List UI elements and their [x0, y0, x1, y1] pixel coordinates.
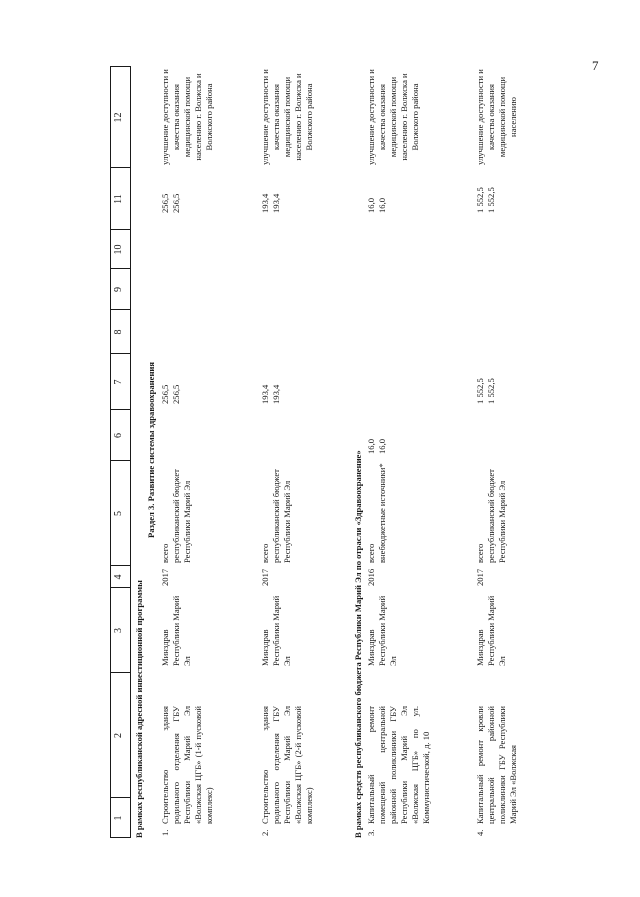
object-name: Капитальный ремонт кровли центральной районной поликлиники ГБУ Республики Марий Эл «Волжская — [475, 706, 518, 824]
value-col11: 193,4 193,4 — [260, 193, 281, 213]
section-investment-heading: В рамках республиканской адресной инвестиционной программы — [134, 580, 144, 838]
col-header-4: 4 — [113, 574, 124, 580]
customer: Минздрав Республики Марий Эл — [475, 595, 507, 666]
funding-source: всего республиканский бюджет Республики Марий Эл — [475, 469, 507, 563]
value-col6: 16,0 16,0 — [366, 438, 387, 454]
value-col7: 193,4 193,4 — [260, 384, 281, 404]
col-header-6: 6 — [113, 433, 124, 438]
header-bottom-rule — [130, 66, 131, 838]
expected-result: улучшение доступности и качества оказания медицинской помощи населению г. Волжска и Волжского района — [160, 69, 214, 165]
col-header-7: 7 — [113, 379, 124, 385]
year: 2016 — [366, 568, 376, 586]
page-number: 7 — [592, 58, 599, 73]
col-header-12: 12 — [113, 112, 124, 123]
row-number: 1. — [160, 829, 170, 836]
object-name: Капитальный ремонт помещений центральной районной поликлиники ГБУ Республики Марий Эл «Волжская ЦГБ» по ул. Коммунистической, д. 10 — [366, 706, 431, 824]
funding-source: всего республиканский бюджет Республики Марий Эл — [160, 469, 192, 563]
section3-title: Раздел 3. Развитие системы здравоохранения — [146, 362, 156, 538]
year: 2017 — [260, 568, 270, 586]
customer: Минздрав Республики Марий Эл — [260, 595, 292, 666]
col-header-5: 5 — [113, 511, 124, 516]
row-number: 4. — [475, 829, 485, 836]
col-header-11: 11 — [113, 194, 124, 204]
table-top-rule — [110, 66, 111, 838]
value-col11: 16,0 16,0 — [366, 197, 387, 213]
customer: Минздрав Республики Марий Эл — [160, 595, 192, 666]
expected-result: улучшение доступности и качества оказания медицинской помощи населению г. Волжска и Волжского района — [366, 69, 420, 165]
expected-result: улучшение доступности и качества оказания медицинской помощи населению г. Волжска и Волжского района — [260, 69, 314, 165]
col-header-1: 1 — [113, 815, 124, 821]
year: 2017 — [475, 568, 485, 586]
value-col11: 1 552,5 1 552,5 — [475, 187, 496, 213]
col-header-2: 2 — [113, 733, 124, 738]
col-header-8: 8 — [113, 329, 124, 335]
object-name: Строительство здания родильного отделения ГБУ Республики Марий Эл «Волжская ЦГБ» (1-й пусковой комплекс) — [160, 706, 214, 824]
col-header-9: 9 — [113, 287, 124, 292]
col-header-3: 3 — [113, 628, 124, 633]
value-col11: 256,5 256,5 — [160, 193, 181, 213]
row-number: 3. — [366, 829, 376, 836]
expected-result: улучшение доступности и качества оказания медицинской помощи населению — [475, 69, 518, 165]
funding-source: всего республиканский бюджет Республики Марий Эл — [260, 469, 292, 563]
value-col7: 256,5 256,5 — [160, 384, 181, 404]
section-budget-heading: В рамках средств республиканского бюджета Республики Марий Эл по отрасли «Здравоохранение» — [353, 450, 363, 838]
row-number: 2. — [260, 829, 270, 836]
customer: Минздрав Республики Марий Эл — [366, 595, 398, 666]
col-header-10: 10 — [113, 244, 124, 255]
funding-source: всего внебюджетные источники* — [366, 463, 387, 563]
program-table — [110, 66, 574, 838]
object-name: Строительство здания родильного отделения ГБУ Республики Марий Эл «Волжская ЦГБ» (2-й пусковой комплекс) — [260, 706, 314, 824]
year: 2017 — [160, 568, 170, 586]
value-col7: 1 552,5 1 552,5 — [475, 378, 496, 404]
